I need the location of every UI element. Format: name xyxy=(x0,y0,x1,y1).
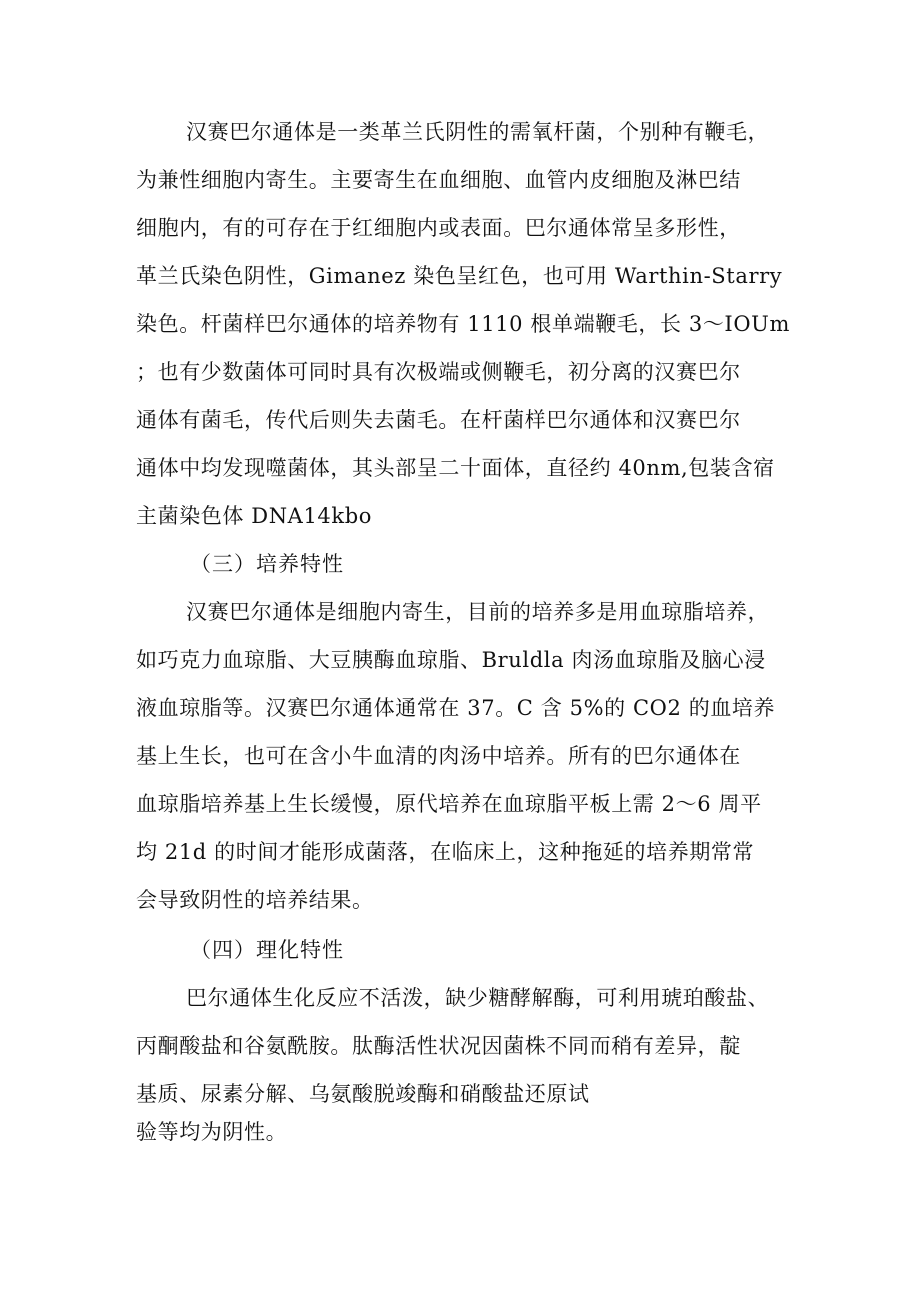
paragraph-2-line-1: 汉赛巴尔通体是细胞内寄生，目前的培养多是用血琼脂培养， xyxy=(186,600,770,624)
section-heading-physicochemical: （四）理化特性 xyxy=(190,938,344,962)
paragraph-2-line-3: 液血琼脂等。汉赛巴尔通体通常在 37。C 含 5%的 CO2 的血培养 xyxy=(136,696,776,720)
paragraph-2-line-6: 均 21d 的时间才能形成菌落，在临床上，这种拖延的培养期常常 xyxy=(136,840,755,864)
paragraph-3-line-3: 基质、尿素分解、乌氨酸脱竣酶和硝酸盐还原试 xyxy=(136,1082,590,1106)
paragraph-2-line-4: 基上生长，也可在含小牛血清的肉汤中培养。所有的巴尔通体在 xyxy=(136,744,741,768)
paragraph-1-line-7: 通体有菌毛，传代后则失去菌毛。在杆菌样巴尔通体和汉赛巴尔 xyxy=(136,408,741,432)
paragraph-1-line-8: 通体中均发现噬菌体，其头部呈二十面体，直径约 40nm,包装含宿 xyxy=(136,456,775,480)
paragraph-1-line-5: 染色。杆菌样巴尔通体的培养物有 1110 根单端鞭毛，长 3～IOUm xyxy=(136,312,790,336)
paragraph-1-line-3: 细胞内，有的可存在于红细胞内或表面。巴尔通体常呈多形性， xyxy=(136,216,741,240)
paragraph-3-line-1: 巴尔通体生化反应不活泼，缺少糖酵解酶，可利用琥珀酸盐、 xyxy=(186,986,770,1010)
section-heading-culture: （三）培养特性 xyxy=(190,552,344,576)
paragraph-1-line-1: 汉赛巴尔通体是一类革兰氏阴性的需氧杆菌，个别种有鞭毛， xyxy=(186,120,770,144)
paragraph-3-line-2: 丙酮酸盐和谷氨酰胺。肽酶活性状况因菌株不同而稍有差异，靛 xyxy=(136,1034,741,1058)
paragraph-1-line-2: 为兼性细胞内寄生。主要寄生在血细胞、血管内皮细胞及淋巴结 xyxy=(136,168,741,192)
paragraph-1-line-6: ；也有少数菌体可同时具有次极端或侧鞭毛，初分离的汉赛巴尔 xyxy=(136,360,741,384)
paragraph-2-line-7: 会导致阴性的培养结果。 xyxy=(136,888,374,912)
paragraph-2-line-5: 血琼脂培养基上生长缓慢，原代培养在血琼脂平板上需 2～6 周平 xyxy=(136,792,762,816)
paragraph-1-line-9: 主菌染色体 DNA14kbo xyxy=(136,504,372,528)
paragraph-2-line-2: 如巧克力血琼脂、大豆胰酶血琼脂、Bruldla 肉汤血琼脂及脑心浸 xyxy=(136,648,766,672)
paragraph-1-line-4: 革兰氏染色阴性，Gimanez 染色呈红色，也可用 Warthin-Starry xyxy=(136,264,783,288)
paragraph-3-line-4: 验等均为阴性。 xyxy=(136,1120,288,1144)
